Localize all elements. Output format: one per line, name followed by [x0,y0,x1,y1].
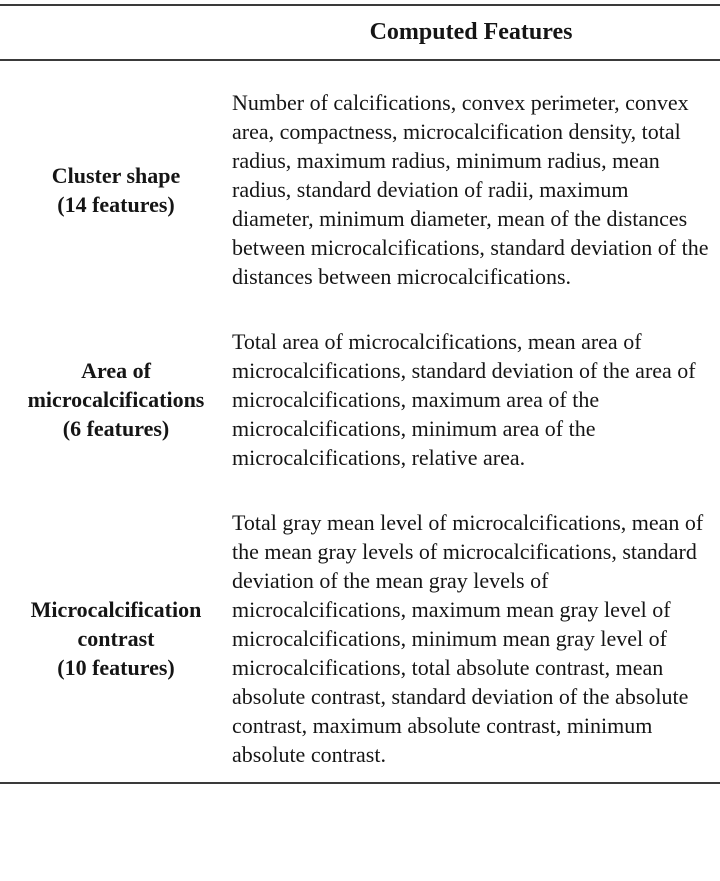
column-header-computed-features: Computed Features [369,19,573,45]
table-row [0,61,720,291]
category-name: Cluster shape [51,162,181,188]
table-row [0,291,720,472]
category-feature-count: (10 features) [57,655,175,680]
category-cell [0,508,232,769]
table-row [0,472,720,782]
category-cell [0,327,232,472]
category-feature-count: (6 features) [62,416,170,441]
category-cell [0,88,232,291]
table-header-row [0,6,720,59]
features-cell: Total area of microcalcifications, mean area of microcalcifications, standard deviation of the area of microcalcifications, maximum area of the microcalcifications, minimum area of the microcalcifications, relative area. [232,329,696,470]
category-feature-count: (14 features) [57,191,175,217]
category-name: Microcalcification contrast [30,597,202,651]
category-name: Area of microcalcifications [27,358,205,412]
features-cell: Total gray mean level of microcalcifications, mean of the mean gray levels of microcalcifications, standard deviation of the mean gray levels of microcalcifications, maximum mean gray level of microcalcifications, minimum mean gray level of microcalcifications, total absolute contrast, mean absolute contrast, standard deviation of the absolute contrast, maximum absolute contrast, minimum absolute contrast. [232,510,704,767]
table-bottom-rule [0,782,720,784]
features-cell: Number of calcifications, convex perimeter, convex area, compactness, microcalcification density, total radius, maximum radius, minimum radius, mean radius, standard deviation of radii, maximum diameter, minimum diameter, mean of the distances between microcalcifications, standard deviation of the distances between microcalcifications. [232,90,709,289]
